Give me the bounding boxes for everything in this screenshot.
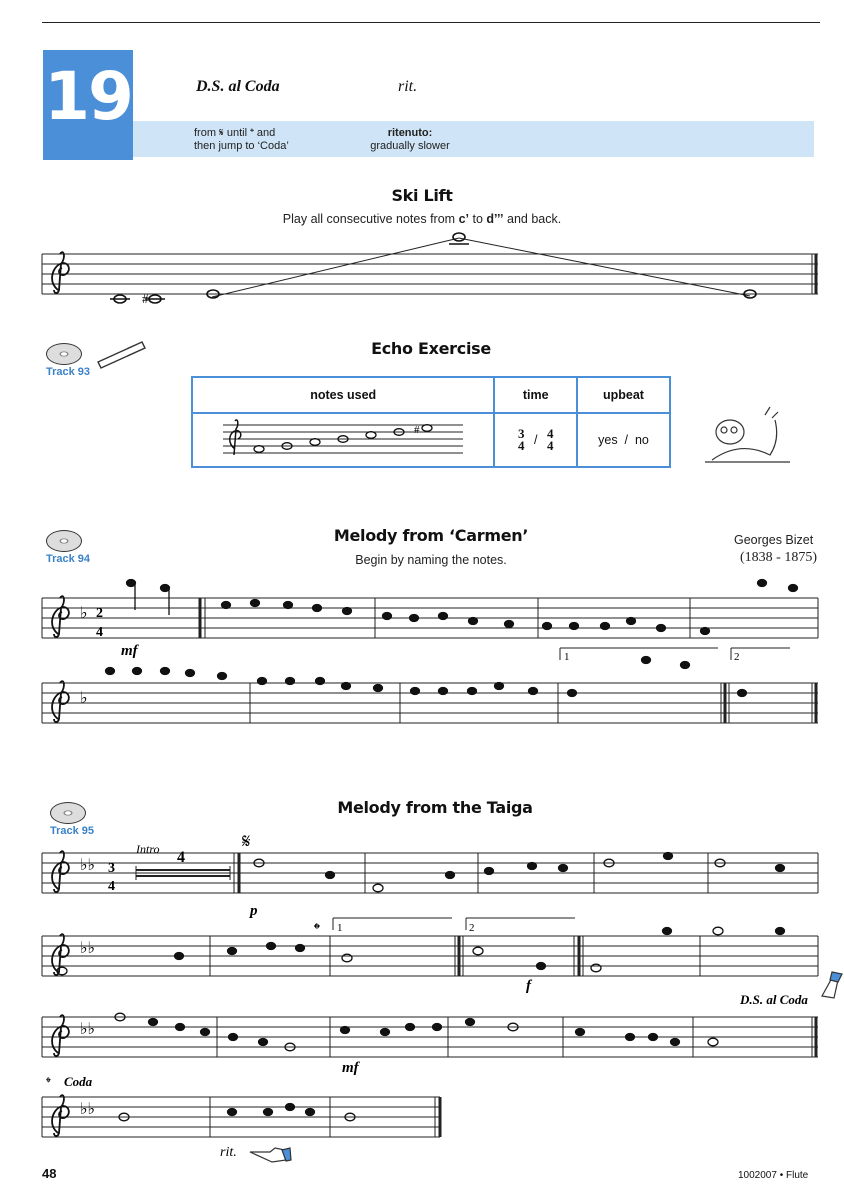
segno-sign: 𝄋 — [242, 831, 251, 853]
time-cell: 3 4 / 4 4 — [494, 413, 577, 467]
ski-lift-title: Ski Lift — [391, 186, 453, 205]
taiga-title: Melody from the Taiga — [337, 798, 533, 817]
track-95-label: Track 95 — [50, 825, 95, 837]
treble-clef — [52, 596, 69, 637]
svg-text:#: # — [414, 423, 420, 436]
dynamic-f: f — [526, 978, 531, 994]
ending-1: 1 — [564, 651, 570, 663]
coda-sign: 𝄌 — [46, 1076, 51, 1091]
flat-key: ♭ — [80, 690, 88, 707]
col-time: time — [494, 377, 577, 413]
time-sig-top: 3 — [108, 861, 115, 876]
composer-dates: (1838 - 1875) — [740, 550, 817, 565]
ds-al-coda-label: D.S. al Coda — [740, 992, 808, 1007]
intro-bars: 4 — [177, 849, 185, 866]
notes-used-cell — [192, 413, 494, 467]
ski-lift-instruction: Play all consecutive notes from c’ to d’’’ and back. — [282, 212, 562, 226]
coda-staff — [42, 1097, 440, 1137]
col-upbeat: upbeat — [577, 377, 670, 413]
term-rit: rit. — [398, 78, 418, 95]
ending-1: 1 — [337, 922, 343, 934]
ski-lift-notes — [110, 233, 756, 303]
flat-key: ♭♭ — [80, 940, 96, 957]
time-sig-bottom: 4 — [108, 879, 115, 894]
time-sig-top: 2 — [96, 606, 103, 621]
flat-key: ♭♭ — [80, 1021, 96, 1038]
ending-2: 2 — [734, 651, 740, 663]
track-93-label: Track 93 — [46, 366, 91, 378]
taiga-staff-2 — [42, 918, 818, 976]
treble-clef — [52, 252, 69, 293]
flat-key: ♭♭ — [80, 1101, 96, 1118]
col-notes-used: notes used — [192, 377, 494, 413]
treble-clef — [52, 1015, 69, 1056]
echo-cartoon — [705, 407, 790, 462]
carmen-instruction: Begin by naming the notes. — [355, 553, 507, 567]
flat-key: ♭♭ — [80, 857, 96, 874]
dynamic-p: p — [250, 903, 258, 919]
definition-ds-al-coda: from 𝄋 until 𝄌 and then jump to ‘Coda’ — [194, 127, 289, 152]
treble-clef — [52, 1095, 69, 1136]
melody-notes — [57, 580, 798, 1121]
upbeat-cell: yes / no — [577, 413, 670, 467]
dynamic-mf: mf — [342, 1060, 359, 1076]
page-number: 48 — [42, 1166, 57, 1181]
flat-key: ♭ — [80, 605, 88, 622]
catalog-number: 1002007 • Flute — [738, 1170, 809, 1181]
carmen-staff-2 — [42, 648, 818, 723]
echo-table — [191, 376, 671, 468]
taiga-staff-1 — [42, 853, 818, 893]
composer: Georges Bizet — [734, 533, 814, 547]
notes-used-staff — [223, 417, 463, 461]
ski-lift-staff — [42, 238, 818, 297]
intro-label: Intro — [136, 842, 160, 856]
time-sig-bottom: 4 — [96, 625, 103, 640]
ending-2: 2 — [469, 922, 475, 934]
term-ds-al-coda: D.S. al Coda — [196, 78, 280, 95]
pointing-hand-icon — [822, 972, 842, 998]
coda-label: Coda — [64, 1074, 93, 1089]
carmen-title: Melody from ‘Carmen’ — [333, 526, 529, 545]
treble-clef — [52, 681, 69, 722]
rit-label: rit. — [220, 1145, 237, 1160]
lesson-number: 19 — [44, 58, 132, 135]
track-94-label: Track 94 — [46, 553, 91, 565]
pointing-hand-icon — [250, 1148, 291, 1162]
echo-exercise-title: Echo Exercise — [371, 339, 491, 358]
coda-sign: 𝄌 — [314, 920, 320, 939]
taiga-staff-3 — [42, 1017, 818, 1057]
treble-clef — [52, 851, 69, 892]
sharp-sign: # — [142, 291, 149, 306]
definition-rit: ritenuto: gradually slower — [370, 127, 450, 152]
dynamic-mf: mf — [121, 643, 138, 659]
